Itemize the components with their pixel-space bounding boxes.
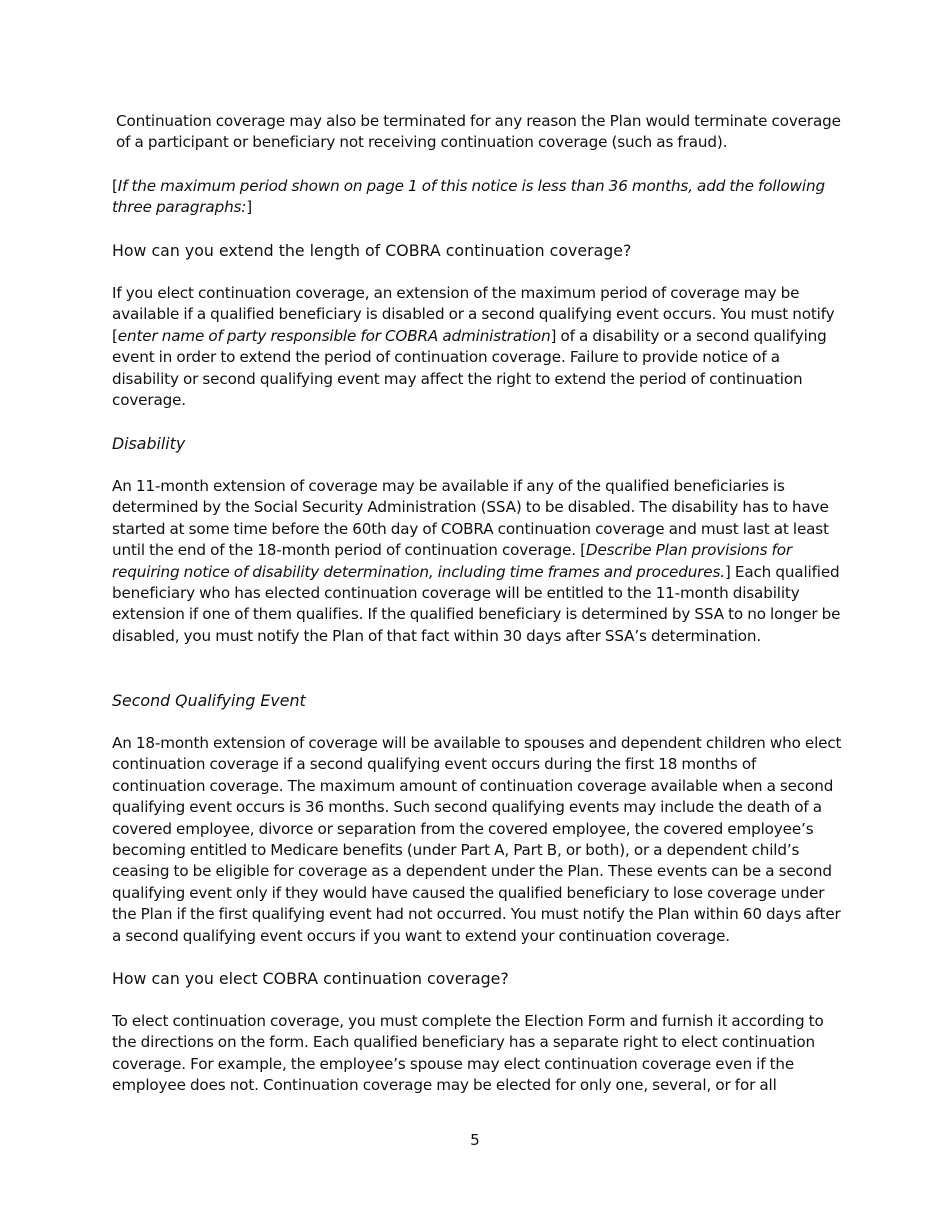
extend-text-placeholder: enter name of party responsible for COBRA administration <box>117 326 551 345</box>
extend-coverage-paragraph <box>112 283 844 411</box>
extend-coverage-heading: How can you extend the length of COBRA continuation coverage? <box>112 241 632 260</box>
page-number: 5 <box>470 1131 480 1149</box>
termination-paragraph: Continuation coverage may also be terminated for any reason the Plan would terminate coverage of a participant or beneficiary not receiving continuation coverage (such as fraud). <box>116 112 841 152</box>
disability-text-part-1: An 11-month extension of coverage may be available if any of the qualified beneficiaries is determined by the Social Security Administration (SSA) to be disabled. The disability has to have started at some time before the 60th day of COBRA continuation coverage and must last at least until the end of the 18-month period of continuation coverage. [ <box>112 477 829 560</box>
elect-coverage-paragraph: To elect continuation coverage, you must complete the Election Form and furnish it according to the directions on the form. Each qualified beneficiary has a separate right to elect continuation coverage. For example, the employee’s spouse may elect continuation coverage even if the employee does not. Continuation coverage may be elected for only one, several, or for all <box>112 1012 824 1095</box>
disability-paragraph <box>112 476 844 647</box>
elect-coverage-heading: How can you elect COBRA continuation coverage? <box>112 969 509 988</box>
bracket-instruction-text: If the maximum period shown on page 1 of this notice is less than 36 months, add the following three paragraphs: <box>112 177 825 217</box>
bracket-instruction-note <box>112 176 844 219</box>
extend-text-part-1: If you elect continuation coverage, an extension of the maximum period of coverage may be available if a qualified beneficiary is disabled or a second qualifying event occurs. You must notify [ <box>112 284 835 345</box>
disability-heading: Disability <box>112 434 186 453</box>
second-qualifying-event-heading: Second Qualifying Event <box>112 691 306 710</box>
extend-text-part-2: ] of a disability or a second qualifying event in order to extend the period of continuation coverage. Failure to provide notice of a disability or second qualifying event may affect the right to extend the period of continuation coverage. <box>112 326 827 410</box>
disability-text-placeholder: Describe Plan provisions for requiring notice of disability determination, including time frames and procedures. <box>112 541 792 581</box>
disability-text-part-2: ] Each qualified beneficiary who has elected continuation coverage will be entitled to the 11-month disability extension if one of them qualifies. If the qualified beneficiary is determined by SSA to no longer be disabled, you must notify the Plan of that fact within 30 days after SSA’s determination. <box>112 562 841 645</box>
bracket-open: [ <box>112 177 118 195</box>
bracket-close: ] <box>246 198 253 217</box>
second-qualifying-event-paragraph: An 18-month extension of coverage will be available to spouses and dependent children who elect continuation coverage if a second qualifying event occurs during the first 18 months of continuation coverage. The maximum amount of continuation coverage available when a second qualifying event occurs is 36 months. Such second qualifying events may include the death of a covered employee, divorce or separation from the covered employee, the covered employee’s becoming entitled to Medicare benefits (under Part A, Part B, or both), or a dependent child’s ceasing to be eligible for coverage as a dependent under the Plan. These events can be a second qualifying event only if they would have caused the qualified beneficiary to lose coverage under the Plan if the first qualifying event had not occurred. You must notify the Plan within 60 days after a second qualifying event occurs if you want to extend your continuation coverage. <box>112 734 842 945</box>
